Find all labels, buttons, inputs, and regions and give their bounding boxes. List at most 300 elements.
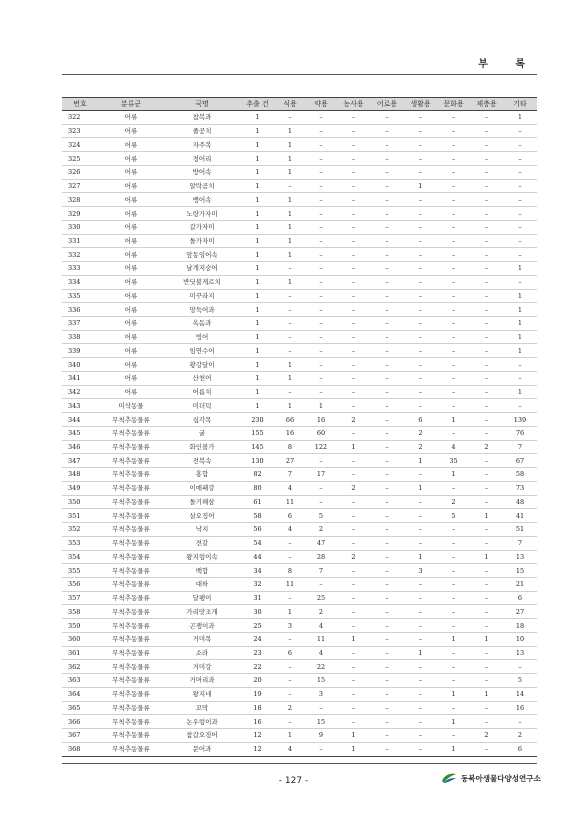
table-cell: 무척추동물류: [98, 660, 164, 674]
table-row: [62, 481, 537, 495]
table-cell: 어류: [98, 317, 164, 331]
table-cell: –: [370, 275, 404, 289]
table-cell: 1: [337, 729, 370, 743]
table-row: [62, 303, 537, 317]
table-cell: 2: [503, 729, 537, 743]
table-row: [62, 454, 537, 468]
table-cell: 334: [62, 275, 98, 289]
table-cell: –: [370, 454, 404, 468]
table-cell: 25: [240, 619, 275, 633]
table-cell: 34: [240, 564, 275, 578]
table-cell: –: [437, 619, 470, 633]
table-cell: 18: [240, 701, 275, 715]
table-cell: 1: [437, 632, 470, 646]
table-cell: 무척추동물류: [98, 591, 164, 605]
table-cell: –: [470, 674, 503, 688]
table-cell: 임연수어: [164, 344, 240, 358]
table-cell: –: [404, 358, 437, 372]
table-cell: 무척추동물류: [98, 619, 164, 633]
table-cell: 9: [305, 729, 337, 743]
table-cell: 356: [62, 577, 98, 591]
table-row: [62, 550, 537, 564]
table-cell: 11: [275, 577, 305, 591]
table-cell: –: [337, 344, 370, 358]
table-cell: –: [503, 660, 537, 674]
table-cell: –: [437, 358, 470, 372]
table-cell: 1: [240, 165, 275, 179]
table-cell: –: [370, 399, 404, 413]
table-cell: 1: [275, 152, 305, 166]
table-cell: 1: [240, 399, 275, 413]
table-cell: 왕지렁이속: [164, 550, 240, 564]
table-cell: 무척추동물류: [98, 495, 164, 509]
table-cell: 참갑오징어: [164, 729, 240, 743]
table-cell: –: [370, 742, 404, 756]
table-cell: –: [370, 317, 404, 331]
table-cell: 어류: [98, 234, 164, 248]
column-header: 문화용: [437, 98, 470, 111]
table-cell: 거미목: [164, 632, 240, 646]
table-cell: –: [275, 674, 305, 688]
table-cell: –: [370, 481, 404, 495]
table-cell: –: [503, 399, 537, 413]
table-cell: –: [337, 536, 370, 550]
table-cell: –: [503, 124, 537, 138]
table-cell: 어류: [98, 152, 164, 166]
table-cell: –: [470, 591, 503, 605]
table-cell: 살오징어: [164, 509, 240, 523]
table-cell: –: [437, 481, 470, 495]
table-cell: 미더덕: [164, 399, 240, 413]
table-cell: 361: [62, 646, 98, 660]
table-cell: 어류: [98, 330, 164, 344]
table-cell: –: [370, 165, 404, 179]
table-cell: 1: [503, 344, 537, 358]
table-cell: 19: [240, 687, 275, 701]
table-cell: 1: [503, 289, 537, 303]
table-cell: –: [305, 742, 337, 756]
table-cell: 무척추동물류: [98, 687, 164, 701]
table-cell: –: [437, 701, 470, 715]
table-cell: –: [437, 605, 470, 619]
table-cell: 1: [240, 234, 275, 248]
table-cell: –: [370, 330, 404, 344]
table-cell: 참복과: [164, 111, 240, 125]
column-header: 생활용: [404, 98, 437, 111]
table-cell: 21: [503, 577, 537, 591]
table-cell: 73: [503, 481, 537, 495]
table-cell: –: [370, 619, 404, 633]
table-cell: –: [370, 358, 404, 372]
table-cell: –: [437, 275, 470, 289]
table-cell: –: [437, 344, 470, 358]
table-cell: 1: [275, 207, 305, 221]
table-cell: –: [404, 165, 437, 179]
table-cell: –: [437, 591, 470, 605]
table-cell: –: [305, 577, 337, 591]
table-cell: 무척추동물류: [98, 729, 164, 743]
table-cell: –: [503, 358, 537, 372]
table-cell: –: [305, 701, 337, 715]
table-cell: –: [437, 385, 470, 399]
table-row: [62, 564, 537, 578]
table-cell: 60: [305, 426, 337, 440]
table-cell: 58: [503, 468, 537, 482]
table-cell: 12: [240, 729, 275, 743]
table-cell: 364: [62, 687, 98, 701]
table-row: [62, 687, 537, 701]
table-cell: –: [470, 523, 503, 537]
organization-logo: [441, 772, 541, 784]
table-cell: –: [404, 317, 437, 331]
table-row: [62, 701, 537, 715]
table-cell: 왕지네: [164, 687, 240, 701]
table-cell: 8: [275, 564, 305, 578]
table-cell: 342: [62, 385, 98, 399]
table-cell: 41: [503, 509, 537, 523]
table-cell: 357: [62, 591, 98, 605]
table-cell: 1: [240, 111, 275, 125]
table-cell: 전갈: [164, 536, 240, 550]
table-cell: –: [337, 165, 370, 179]
table-cell: 230: [240, 413, 275, 427]
table-cell: 2: [470, 440, 503, 454]
table-cell: 1: [275, 605, 305, 619]
table-cell: –: [337, 289, 370, 303]
table-cell: –: [370, 207, 404, 221]
table-cell: 58: [240, 509, 275, 523]
table-cell: 1: [240, 344, 275, 358]
table-cell: –: [437, 523, 470, 537]
table-cell: 155: [240, 426, 275, 440]
table-row: [62, 399, 537, 413]
table-cell: –: [437, 193, 470, 207]
table-cell: 1: [275, 165, 305, 179]
table-cell: –: [404, 289, 437, 303]
table-row: [62, 152, 537, 166]
table-cell: –: [404, 536, 437, 550]
table-cell: 6: [275, 509, 305, 523]
table-cell: 139: [503, 413, 537, 427]
table-cell: 자주복: [164, 138, 240, 152]
table-cell: 47: [305, 536, 337, 550]
table-cell: 22: [240, 660, 275, 674]
table-row: [62, 138, 537, 152]
table-cell: –: [470, 619, 503, 633]
table-row: [62, 262, 537, 276]
table-cell: 338: [62, 330, 98, 344]
table-row: [62, 385, 537, 399]
table-cell: –: [305, 454, 337, 468]
table-cell: 앞동잉어속: [164, 248, 240, 262]
table-cell: –: [437, 317, 470, 331]
table-cell: –: [370, 262, 404, 276]
table-cell: 4: [275, 523, 305, 537]
table-cell: 3: [275, 619, 305, 633]
table-row: [62, 646, 537, 660]
table-cell: 350: [62, 495, 98, 509]
table-cell: 5: [503, 674, 537, 688]
table-cell: 323: [62, 124, 98, 138]
table-cell: 홍합: [164, 468, 240, 482]
table-cell: –: [305, 234, 337, 248]
table-cell: 1: [275, 193, 305, 207]
table-cell: 무척추동물류: [98, 550, 164, 564]
table-cell: 27: [275, 454, 305, 468]
table-cell: 반딧불게르치: [164, 275, 240, 289]
table-cell: –: [404, 111, 437, 125]
table-cell: 355: [62, 564, 98, 578]
table-cell: 66: [275, 413, 305, 427]
table-cell: 13: [503, 550, 537, 564]
table-cell: 무척추동물류: [98, 523, 164, 537]
organization-name: 동북아생물다양성연구소: [461, 773, 541, 783]
table-cell: 362: [62, 660, 98, 674]
table-cell: 1: [240, 317, 275, 331]
table-cell: –: [337, 426, 370, 440]
table-cell: –: [337, 193, 370, 207]
table-cell: –: [404, 124, 437, 138]
table-cell: –: [370, 729, 404, 743]
table-cell: 미삭동물: [98, 399, 164, 413]
table-cell: 황강달이: [164, 358, 240, 372]
table-row: [62, 742, 537, 756]
table-cell: –: [337, 687, 370, 701]
table-cell: –: [437, 111, 470, 125]
table-cell: 2: [275, 701, 305, 715]
table-cell: 335: [62, 289, 98, 303]
table-cell: –: [305, 371, 337, 385]
table-cell: 8: [275, 440, 305, 454]
table-cell: 1: [404, 550, 437, 564]
table-row: [62, 468, 537, 482]
table-cell: 무척추동물류: [98, 646, 164, 660]
table-cell: 56: [240, 523, 275, 537]
table-cell: 35: [437, 454, 470, 468]
table-cell: –: [275, 687, 305, 701]
table-cell: 13: [503, 646, 537, 660]
table-cell: 갈가자미: [164, 220, 240, 234]
table-cell: –: [305, 344, 337, 358]
table-cell: 368: [62, 742, 98, 756]
table-cell: –: [437, 330, 470, 344]
table-row: [62, 124, 537, 138]
table-cell: –: [503, 152, 537, 166]
table-cell: 어류: [98, 138, 164, 152]
table-cell: 67: [503, 454, 537, 468]
column-header: 식용: [275, 98, 305, 111]
table-cell: –: [470, 358, 503, 372]
table-cell: 5: [437, 509, 470, 523]
table-cell: –: [470, 330, 503, 344]
table-cell: 343: [62, 399, 98, 413]
table-cell: 324: [62, 138, 98, 152]
table-cell: –: [370, 344, 404, 358]
table-cell: –: [437, 303, 470, 317]
table-cell: –: [275, 317, 305, 331]
table-cell: –: [437, 220, 470, 234]
table-cell: –: [470, 111, 503, 125]
table-cell: –: [370, 303, 404, 317]
table-cell: 어류: [98, 275, 164, 289]
table-cell: –: [337, 179, 370, 193]
table-cell: –: [337, 591, 370, 605]
table-cell: –: [370, 495, 404, 509]
table-cell: –: [370, 701, 404, 715]
data-table: [62, 97, 537, 757]
table-cell: –: [503, 179, 537, 193]
table-row: [62, 413, 537, 427]
table-cell: –: [470, 179, 503, 193]
table-cell: –: [305, 152, 337, 166]
data-table-container: [62, 97, 537, 757]
table-cell: –: [404, 591, 437, 605]
table-cell: 1: [275, 729, 305, 743]
table-cell: –: [470, 495, 503, 509]
table-cell: 145: [240, 440, 275, 454]
table-cell: 4: [305, 646, 337, 660]
column-header: 기타: [503, 98, 537, 111]
table-cell: 무척추동물류: [98, 564, 164, 578]
table-cell: 366: [62, 715, 98, 729]
table-cell: –: [404, 660, 437, 674]
table-cell: –: [404, 701, 437, 715]
table-cell: –: [305, 165, 337, 179]
table-cell: –: [404, 248, 437, 262]
table-cell: –: [404, 152, 437, 166]
table-cell: 방어속: [164, 165, 240, 179]
table-cell: 2: [337, 413, 370, 427]
table-cell: –: [337, 371, 370, 385]
table-body: [62, 111, 537, 757]
table-cell: 1: [240, 152, 275, 166]
table-row: [62, 289, 537, 303]
table-cell: 꼬막: [164, 701, 240, 715]
table-cell: –: [305, 495, 337, 509]
table-cell: –: [337, 674, 370, 688]
table-row: [62, 179, 537, 193]
table-cell: 무척추동물류: [98, 413, 164, 427]
table-cell: –: [370, 687, 404, 701]
table-cell: –: [337, 152, 370, 166]
table-cell: –: [370, 220, 404, 234]
table-cell: 1: [275, 124, 305, 138]
table-cell: 옥돔과: [164, 317, 240, 331]
table-cell: –: [275, 715, 305, 729]
table-cell: –: [503, 371, 537, 385]
table-cell: 332: [62, 248, 98, 262]
table-cell: –: [305, 193, 337, 207]
table-row: [62, 591, 537, 605]
table-cell: 어류: [98, 111, 164, 125]
table-cell: 346: [62, 440, 98, 454]
table-cell: 6: [275, 646, 305, 660]
table-cell: –: [404, 138, 437, 152]
table-cell: –: [404, 330, 437, 344]
table-cell: 굴: [164, 426, 240, 440]
table-cell: –: [337, 330, 370, 344]
table-cell: 22: [305, 660, 337, 674]
table-cell: 1: [305, 399, 337, 413]
table-cell: 1: [240, 179, 275, 193]
column-header: 제충용: [470, 98, 503, 111]
table-cell: 5: [305, 509, 337, 523]
table-cell: 7: [503, 440, 537, 454]
table-cell: 48: [503, 495, 537, 509]
table-cell: 산천어: [164, 371, 240, 385]
table-cell: –: [337, 701, 370, 715]
table-cell: 거미강: [164, 660, 240, 674]
table-cell: –: [437, 536, 470, 550]
table-cell: –: [370, 468, 404, 482]
table-cell: 1: [240, 248, 275, 262]
table-cell: –: [370, 124, 404, 138]
table-cell: 1: [275, 275, 305, 289]
table-cell: 20: [240, 674, 275, 688]
table-cell: 어름치: [164, 385, 240, 399]
table-cell: –: [337, 138, 370, 152]
table-cell: –: [437, 660, 470, 674]
table-cell: –: [305, 248, 337, 262]
table-cell: –: [305, 124, 337, 138]
table-cell: 2: [404, 440, 437, 454]
table-cell: 16: [305, 413, 337, 427]
table-cell: –: [470, 564, 503, 578]
table-cell: –: [275, 289, 305, 303]
table-cell: –: [404, 207, 437, 221]
table-cell: 28: [305, 550, 337, 564]
table-cell: 122: [305, 440, 337, 454]
table-cell: –: [370, 591, 404, 605]
table-cell: 무척추동물류: [98, 742, 164, 756]
table-cell: 328: [62, 193, 98, 207]
table-cell: 1: [275, 371, 305, 385]
table-cell: –: [370, 385, 404, 399]
table-cell: 1: [503, 303, 537, 317]
table-cell: –: [275, 330, 305, 344]
column-header: 국명: [164, 98, 240, 111]
page-number: - 127 -: [278, 776, 309, 786]
table-cell: –: [437, 248, 470, 262]
table-cell: –: [404, 523, 437, 537]
table-row: [62, 729, 537, 743]
table-cell: 어류: [98, 207, 164, 221]
table-cell: –: [470, 742, 503, 756]
table-cell: 6: [503, 591, 537, 605]
table-row: [62, 358, 537, 372]
table-cell: 349: [62, 481, 98, 495]
table-cell: –: [370, 371, 404, 385]
table-cell: –: [275, 262, 305, 276]
table-cell: –: [337, 358, 370, 372]
table-cell: 27: [503, 605, 537, 619]
table-cell: 백합: [164, 564, 240, 578]
table-cell: 1: [503, 111, 537, 125]
table-cell: –: [337, 262, 370, 276]
table-cell: –: [437, 550, 470, 564]
table-cell: 330: [62, 220, 98, 234]
table-cell: –: [275, 385, 305, 399]
table-cell: 23: [240, 646, 275, 660]
table-cell: –: [404, 715, 437, 729]
table-cell: 줄공치: [164, 124, 240, 138]
table-cell: –: [470, 715, 503, 729]
table-row: [62, 275, 537, 289]
table-cell: 대하: [164, 577, 240, 591]
table-cell: 전복속: [164, 454, 240, 468]
table-cell: 낙지: [164, 523, 240, 537]
table-cell: –: [470, 207, 503, 221]
